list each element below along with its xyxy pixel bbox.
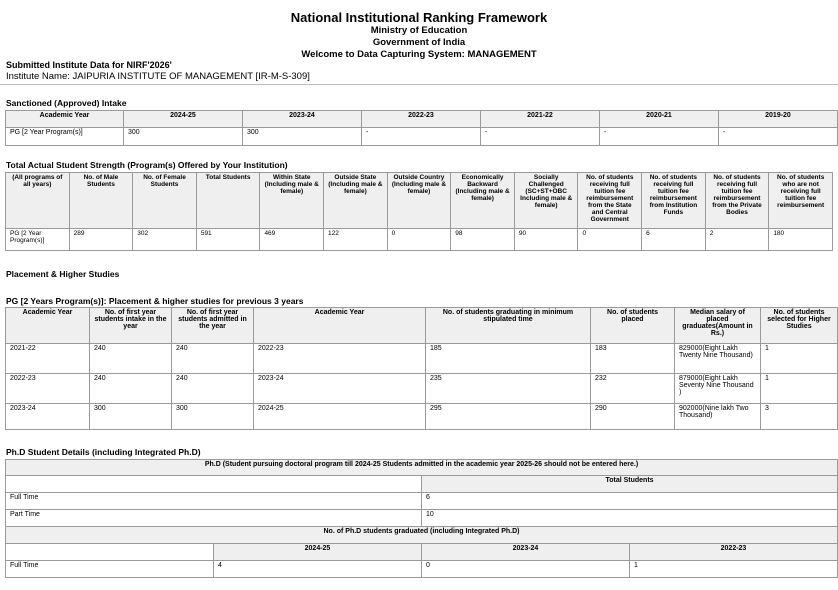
strength-header: Outside State (Including male & female) (324, 173, 388, 229)
placement-cell: 183 (591, 344, 675, 374)
strength-header: Socially Challenged (SC+ST+OBC Including male & female) (514, 173, 578, 229)
placement-title: PG [2 Years Program(s)]: Placement & higher studies for previous 3 years (6, 296, 304, 306)
intake-header: 2019-20 (719, 111, 838, 128)
intake-cell: 300 (243, 128, 362, 146)
placement-cell: 295 (426, 404, 591, 430)
strength-cell: 6 (642, 229, 706, 251)
submitted-label: Submitted Institute Data for NIRF'2026' (6, 60, 172, 70)
strength-cell: 302 (133, 229, 197, 251)
placement-cell: 2023-24 (6, 404, 90, 430)
intake-header: 2021-22 (481, 111, 600, 128)
government-line: Government of India (372, 37, 466, 48)
strength-header: Outside Country (Including male & female) (387, 173, 451, 229)
phd-full-time-label: Full Time (6, 493, 422, 510)
phd-year-header: 2023-24 (422, 544, 630, 561)
placement-header: Academic Year (254, 308, 426, 344)
institute-name: Institute Name: JAIPURIA INSTITUTE OF MANAGEMENT [IR-M-S-309] (6, 71, 310, 82)
placement-section-title: Placement & Higher Studies (6, 269, 120, 279)
phd-year-header: 2024-25 (214, 544, 422, 561)
placement-header: No. of first year students intake in the year (90, 308, 172, 344)
placement-cell: 3 (761, 404, 838, 430)
strength-header: Economically Backward (Including male & female) (451, 173, 515, 229)
placement-header: No. of students placed (591, 308, 675, 344)
intake-header: 2020-21 (600, 111, 719, 128)
intake-header: 2023-24 (243, 111, 362, 128)
placement-header: No. of students graduating in minimum stipulated time (426, 308, 591, 344)
phd-full-time-total: 6 (422, 493, 838, 510)
phd-pursuing-header: Ph.D (Student pursuing doctoral program till 2024-25 Students admitted in the academic year 2025-26 should not be entered here.) (6, 460, 838, 476)
intake-cell: - (362, 128, 481, 146)
placement-cell: 2024-25 (254, 404, 426, 430)
intake-header: Academic Year (6, 111, 124, 128)
placement-header: No. of first year students admitted in the year (172, 308, 254, 344)
phd-grad-cell: 1 (630, 561, 838, 578)
placement-cell: 290 (591, 404, 675, 430)
intake-cell: - (481, 128, 600, 146)
placement-cell: 300 (172, 404, 254, 430)
placement-cell: 232 (591, 374, 675, 404)
strength-title: Total Actual Student Strength (Program(s) Offered by Your Institution) (6, 160, 288, 170)
placement-cell: 300 (90, 404, 172, 430)
placement-cell: 185 (426, 344, 591, 374)
placement-cell: 2022-23 (6, 374, 90, 404)
phd-table (5, 459, 838, 578)
strength-header: No. of students receiving full tuition fee reimbursement from the Private Bodies (705, 173, 769, 229)
phd-blank-cell (6, 544, 214, 561)
placement-cell: 879000(Eight Lakh Seventy Nine Thousand ) (675, 374, 761, 404)
strength-cell: 2 (705, 229, 769, 251)
placement-header: No. of students selected for Higher Studies (761, 308, 838, 344)
divider (0, 84, 838, 85)
strength-header: No. of students who are not receiving full tuition fee reimbursement (769, 173, 833, 229)
placement-cell: 235 (426, 374, 591, 404)
strength-header: Total Students (196, 173, 260, 229)
placement-cell: 902000(Nine lakh Two Thousand) (675, 404, 761, 430)
phd-grad-cell: 4 (214, 561, 422, 578)
intake-header: 2022-23 (362, 111, 481, 128)
intake-cell: - (600, 128, 719, 146)
strength-header: No. of students receiving full tuition fee reimbursement from the State and Central Government (578, 173, 642, 229)
strength-cell: 469 (260, 229, 324, 251)
strength-header: (All programs of all years) (6, 173, 70, 229)
placement-cell: 240 (172, 344, 254, 374)
strength-header: No. of students receiving full tuition fee reimbursement from Institution Funds (642, 173, 706, 229)
placement-cell: 2021-22 (6, 344, 90, 374)
strength-header: Within State (Including male & female) (260, 173, 324, 229)
phd-year-header: 2022-23 (630, 544, 838, 561)
placement-cell: 829000(Eight Lakh Twenty Nine Thousand) (675, 344, 761, 374)
intake-cell: PG [2 Year Program(s)] (6, 128, 124, 146)
welcome-line: Welcome to Data Capturing System: MANAGEMENT (301, 49, 537, 60)
strength-cell: 591 (196, 229, 260, 251)
placement-cell: 240 (90, 344, 172, 374)
phd-grad-full-time-label: Full Time (6, 561, 214, 578)
placement-header: Academic Year (6, 308, 90, 344)
intake-table (5, 110, 838, 146)
strength-table (5, 172, 833, 251)
placement-cell: 240 (90, 374, 172, 404)
page-title: National Institutional Ranking Framework (290, 10, 548, 25)
strength-header: No. of Female Students (133, 173, 197, 229)
phd-blank-cell (6, 476, 422, 493)
placement-cell: 2023-24 (254, 374, 426, 404)
intake-header: 2024-25 (124, 111, 243, 128)
phd-total-header: Total Students (422, 476, 838, 493)
phd-graduated-header: No. of Ph.D students graduated (including Integrated Ph.D) (6, 527, 838, 544)
strength-cell: 98 (451, 229, 515, 251)
placement-cell: 1 (761, 344, 838, 374)
intake-cell: - (719, 128, 838, 146)
placement-table (5, 307, 838, 430)
phd-title: Ph.D Student Details (including Integrated Ph.D) (6, 447, 201, 457)
intake-cell: 300 (124, 128, 243, 146)
page-header (0, 0, 838, 61)
placement-cell: 240 (172, 374, 254, 404)
strength-cell: PG [2 Year Program(s)] (6, 229, 70, 251)
strength-cell: 0 (578, 229, 642, 251)
strength-header: No. of Male Students (69, 173, 133, 229)
phd-grad-cell: 0 (422, 561, 630, 578)
ministry-line: Ministry of Education (370, 25, 468, 36)
strength-cell: 180 (769, 229, 833, 251)
intake-title: Sanctioned (Approved) Intake (6, 98, 127, 108)
placement-cell: 1 (761, 374, 838, 404)
strength-cell: 122 (324, 229, 388, 251)
strength-cell: 0 (387, 229, 451, 251)
phd-part-time-label: Part Time (6, 510, 422, 527)
strength-cell: 289 (69, 229, 133, 251)
placement-header: Median salary of placed graduates(Amount in Rs.) (675, 308, 761, 344)
placement-cell: 2022-23 (254, 344, 426, 374)
phd-part-time-total: 10 (422, 510, 838, 527)
strength-cell: 90 (514, 229, 578, 251)
